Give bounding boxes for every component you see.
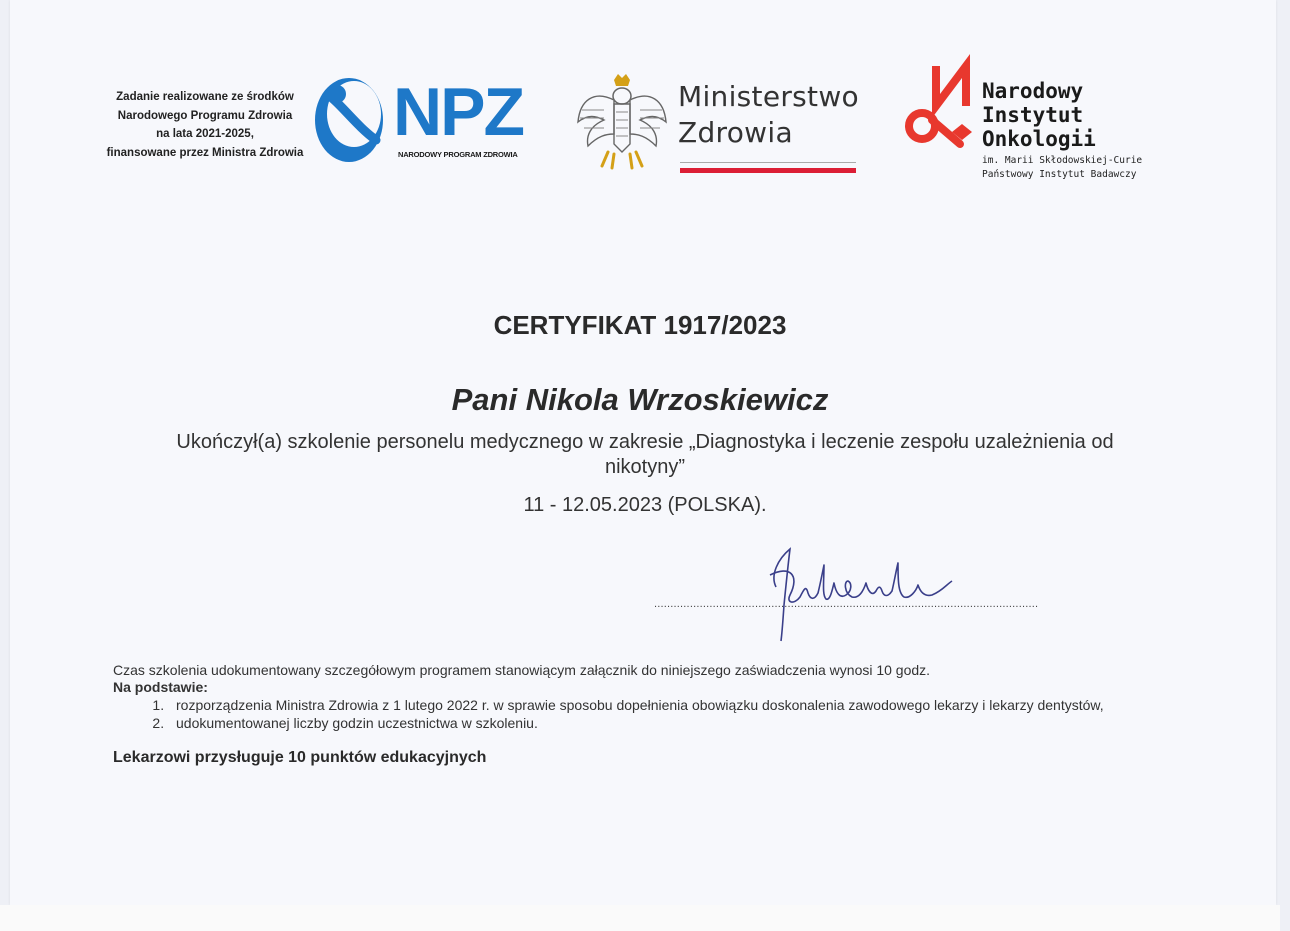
training-dates: 11 - 12.05.2023 (POLSKA). — [523, 494, 767, 516]
nio-sub-line1: im. Marii Skłodowskiej-Curie — [982, 155, 1143, 166]
nio-sub-line2: Państwowy Instytut Badawczy — [982, 169, 1137, 180]
ministry-logo — [574, 70, 864, 180]
nio-name-line1: Narodowy — [982, 79, 1084, 103]
ministry-name-line2: Zdrowia — [678, 116, 793, 149]
funding-note — [105, 88, 305, 162]
list-item: 2. udokumentowanej liczby godzin uczestnictwa w szkoleniu. — [168, 714, 1213, 732]
funding-line: Zadanie realizowane ze środków — [116, 91, 294, 103]
ministry-red-bar — [680, 168, 856, 173]
npz-subtitle: NARODOWY PROGRAM ZDROWIA — [398, 150, 518, 159]
npz-logo — [304, 68, 534, 168]
nio-logo — [902, 62, 1162, 186]
handwritten-signature — [760, 535, 960, 645]
basis-label: Na podstawie: — [113, 679, 208, 695]
funding-line: Narodowego Programu Zdrowia — [117, 109, 293, 122]
education-points: Lekarzowi przysługuje 10 punktów edukacyjnych — [113, 749, 487, 766]
completion-text: Ukończył(a) szkolenie personelu medycznego w zakresie „Diagnostyka i leczenie zespołu uzależnienia od nikotyny” — [176, 431, 1114, 478]
ministry-name-line1: Ministerstwo — [678, 80, 859, 113]
footer-notes — [113, 662, 1213, 767]
nio-emblem-icon — [902, 62, 978, 152]
npz-name: NPZ — [393, 74, 523, 150]
basis-list — [113, 696, 1213, 732]
nio-name-line2: Instytut — [982, 103, 1084, 127]
eagle-emblem-icon — [574, 70, 670, 175]
ministry-divider — [680, 162, 856, 163]
signature-line: ...................................................................................................................... — [654, 598, 1039, 610]
certificate-title: CERTYFIKAT 1917/2023 — [493, 310, 787, 340]
list-item: 1. rozporządzenia Ministra Zdrowia z 1 lutego 2022 r. w sprawie sposobu dopełnienia obowiązku doskonalenia zawodowego lekarzy i lekarzy dentystów, — [168, 696, 1213, 714]
recipient-name: Pani Nikola Wrzoskiewicz — [451, 382, 829, 417]
funding-line: na lata 2021-2025, — [156, 128, 254, 140]
funding-line: finansowane przez Ministra Zdrowia — [106, 146, 304, 159]
npz-emblem-icon — [304, 68, 394, 168]
nio-name-line3: Onkologii — [982, 127, 1096, 151]
scan-bottom-edge — [0, 905, 1280, 931]
training-duration-note: Czas szkolenia udokumentowany szczegółowym programem stanowiącym załącznik do niniejszego zaświadczenia wynosi 10 godz. — [113, 662, 931, 678]
